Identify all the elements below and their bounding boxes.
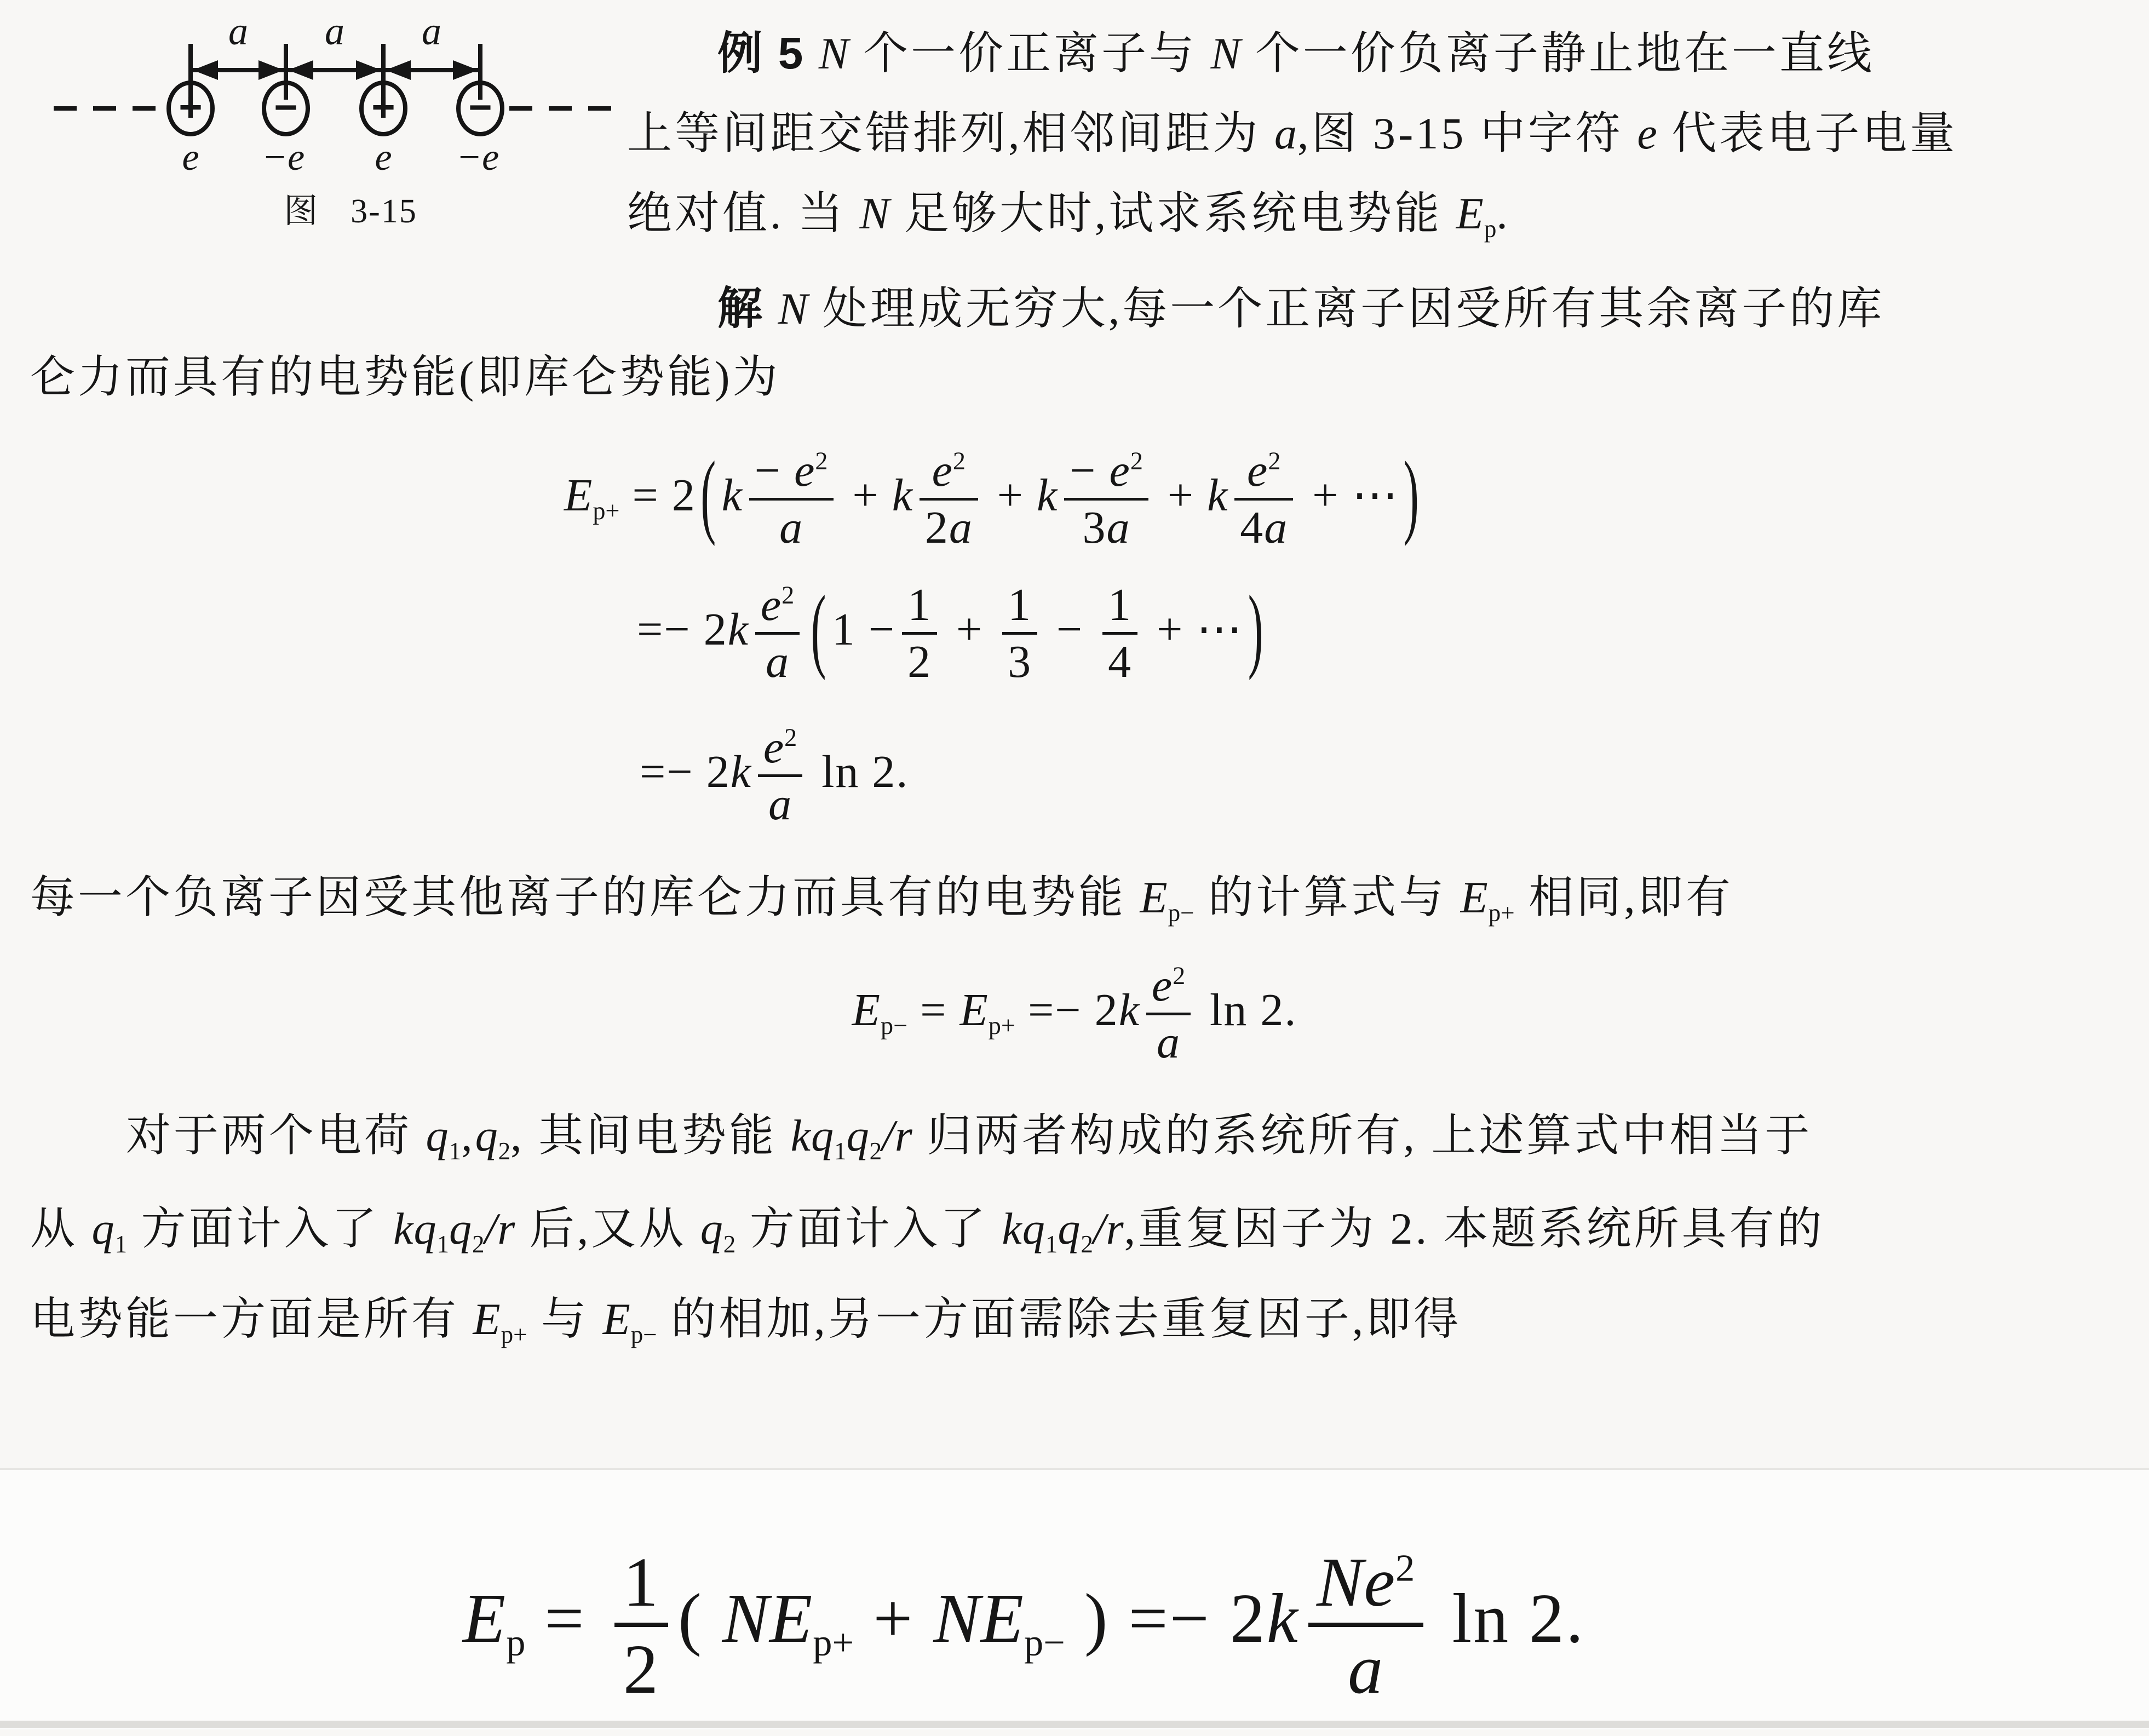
text-run: ln 2. [1433, 1579, 1585, 1657]
math-var: q [475, 1111, 498, 1160]
text-run: , [461, 1111, 475, 1160]
plus-sign: + [371, 84, 395, 130]
math-var: k [721, 470, 743, 521]
big-paren: ) [1403, 442, 1420, 548]
fraction [614, 1544, 668, 1707]
subscript: 1 [449, 1137, 462, 1165]
subscript: p− [1024, 1621, 1065, 1664]
text-run: 4 [1108, 636, 1133, 688]
math-var: N [818, 28, 849, 78]
subscript: p+ [813, 1621, 854, 1664]
math-var: E [463, 1579, 507, 1657]
figure-caption-number: 3-15 [350, 193, 417, 230]
figure-3-15 [49, 9, 652, 249]
math-var: e [763, 722, 785, 773]
math-var: a [1348, 1630, 1384, 1709]
text-run: 1 − [831, 604, 896, 655]
math-var: a [1157, 1017, 1180, 1068]
math-var: kq [1002, 1204, 1045, 1254]
text-run [805, 28, 819, 78]
math-var: k [1118, 985, 1140, 1036]
text-run: + [840, 470, 892, 521]
math-var: E [473, 1294, 501, 1344]
figure-caption [49, 194, 652, 228]
numerator [758, 723, 803, 774]
subscript: p [506, 1621, 526, 1664]
text-run: ,图 3-15 中字符 [1297, 108, 1637, 158]
numerator [749, 446, 834, 498]
math-var: e [794, 445, 815, 497]
fraction [1146, 961, 1191, 1068]
fraction [1102, 580, 1137, 687]
spacing-label-a-3: a [422, 9, 441, 53]
body-paragraph-2 [30, 868, 1733, 929]
text-run: 个一价负离子静止地在一直线 [1241, 28, 1875, 78]
text-run: = [525, 1579, 605, 1657]
bold-run: 例 5 [717, 28, 805, 78]
body-paragraph-4 [30, 1199, 1825, 1261]
charge-label: e [182, 136, 199, 179]
minus-sign: − [274, 84, 298, 130]
math-var: k [1207, 470, 1228, 521]
subscript: 2 [472, 1230, 485, 1258]
math-var: e [760, 579, 782, 631]
fraction [758, 723, 803, 830]
subscript: 2 [1081, 1230, 1093, 1258]
denominator [755, 632, 800, 687]
superscript: 2 [952, 447, 966, 475]
denominator [614, 1623, 668, 1707]
text-run: 对于两个电荷 [126, 1111, 426, 1160]
big-paren: ( [811, 577, 828, 682]
math-var: Ne [1316, 1543, 1396, 1621]
math-var: e [1151, 960, 1173, 1011]
text-run: 电势能一方面是所有 [30, 1294, 473, 1344]
formula-ep-plus-ln2 [640, 717, 909, 830]
text-run: 的相加,另一方面需除去重复因子,即得 [657, 1294, 1462, 1344]
text-run: 3 [1008, 636, 1032, 688]
subscript: p+ [988, 1011, 1015, 1040]
text-run: − [754, 445, 795, 497]
text-run: 足够大时,试求系统电势能 [890, 188, 1456, 238]
text-run: 与 [527, 1294, 603, 1344]
math-var: q [449, 1204, 473, 1254]
spacing-label-a-1: a [228, 9, 248, 53]
positive-ion-icon [359, 81, 407, 136]
plus-sign: + [179, 84, 203, 130]
math-var: E [564, 470, 593, 521]
text-run: =− 2 [640, 746, 731, 797]
superscript: 2 [1173, 962, 1186, 990]
superscript: 2 [784, 723, 797, 752]
text-run: 代表电子电量 [1657, 108, 1958, 158]
subscript: p+ [1488, 899, 1515, 927]
math-var: a [1264, 502, 1288, 554]
dashed-line-left [54, 106, 166, 111]
math-var: /r [484, 1204, 516, 1254]
text-run: = 2 [619, 470, 696, 521]
fraction [920, 446, 978, 553]
solution-line-1 [627, 269, 2144, 349]
math-var: N [778, 283, 809, 334]
denominator [1146, 1013, 1191, 1068]
subscript: 2 [723, 1230, 736, 1258]
text-run: + ⋯ [1144, 604, 1244, 655]
text-run: 从 [30, 1204, 92, 1254]
formula-ep-plus-alternating-sum [637, 575, 1269, 687]
denominator [920, 498, 978, 553]
math-var: e [932, 445, 953, 497]
text-run: 方面计入了 [736, 1204, 1002, 1254]
text-run: = [907, 985, 960, 1036]
numerator [1102, 580, 1137, 632]
text-run: + [943, 604, 996, 655]
big-paren: ) [1248, 577, 1265, 682]
denominator [902, 632, 937, 687]
math-var: N [1210, 28, 1242, 78]
superscript: 2 [782, 581, 795, 610]
math-var: a [1106, 502, 1130, 554]
text-run: − [1070, 445, 1110, 497]
math-var: q [91, 1204, 115, 1254]
text-run: 1 [907, 579, 932, 631]
subscript: 1 [1045, 1230, 1058, 1258]
math-var: NE [722, 1579, 813, 1657]
denominator [1002, 632, 1037, 687]
math-var: E [1140, 872, 1168, 922]
text-run: ,重复因子为 2. 本题系统所具有的 [1124, 1204, 1825, 1254]
problem-line-1 [627, 14, 2144, 94]
numerator [1064, 446, 1148, 498]
text-run: 2 [924, 502, 949, 554]
text-run: 绝对值. 当 [627, 188, 860, 238]
subscript: p− [880, 1011, 908, 1040]
text-run: 方面计入了 [127, 1204, 394, 1254]
math-var: q [700, 1204, 723, 1254]
text-run: + ⋯ [1300, 470, 1399, 521]
text-run: 的计算式与 [1194, 872, 1461, 922]
fraction [1308, 1544, 1423, 1707]
numerator [920, 446, 978, 498]
math-var: k [892, 470, 913, 521]
text-run: 1 [623, 1543, 660, 1621]
math-var: q [426, 1111, 449, 1160]
math-var: E [602, 1294, 631, 1344]
numerator [1146, 961, 1191, 1013]
subscript: p− [1168, 899, 1194, 927]
math-var: E [1456, 188, 1484, 238]
math-var: NE [933, 1579, 1024, 1657]
text-run: =− 2 [637, 604, 728, 655]
subscript: p− [630, 1320, 657, 1348]
fraction [1064, 446, 1148, 553]
math-var: k [1037, 470, 1058, 521]
text-run: 处理成无穷大,每一个正离子因受所有其余离子的库 [808, 283, 1885, 334]
numerator [755, 580, 800, 632]
text-run: 2 [623, 1630, 660, 1709]
text-run: − [1043, 604, 1096, 655]
fraction [755, 580, 800, 687]
superscript: 2 [1130, 447, 1143, 475]
dashed-line-right [509, 106, 616, 111]
text-run: 3 [1082, 502, 1107, 554]
formula-total-potential-energy [463, 1525, 1585, 1736]
text-run: + [854, 1579, 934, 1657]
text-run: 相同,即有 [1514, 872, 1733, 922]
text-run: 仑力而具有的电势能(即库仑势能)为 [30, 352, 780, 402]
text-run: 1 [1108, 579, 1133, 631]
math-var: k [730, 746, 752, 797]
text-run: 后,又从 [515, 1204, 700, 1254]
text-run: ln 2. [1197, 985, 1297, 1036]
dimension-lines-icon [49, 44, 652, 104]
denominator [1064, 498, 1148, 553]
subscript: 1 [114, 1230, 128, 1258]
numerator [1002, 580, 1037, 632]
math-var: e [1109, 445, 1130, 497]
math-var: e [1247, 445, 1268, 497]
body-paragraph-3 [30, 1106, 1812, 1168]
math-var: E [1460, 872, 1489, 922]
subscript: 2 [498, 1137, 511, 1165]
superscript: 2 [1395, 1547, 1415, 1590]
fraction [902, 580, 937, 687]
text-run: 4 [1240, 502, 1265, 554]
charge-label: e [375, 136, 392, 179]
minus-sign: − [468, 84, 492, 130]
superscript: 2 [815, 447, 828, 475]
math-var: k [727, 604, 749, 655]
text-run: ) =− 2 [1065, 1579, 1267, 1657]
math-var: q [846, 1111, 870, 1160]
positive-ion-icon [166, 81, 215, 136]
text-run: ln 2. [809, 746, 909, 797]
problem-statement [627, 14, 2144, 349]
fraction [1002, 580, 1037, 687]
subscript: p+ [593, 497, 620, 525]
subscript: 1 [834, 1137, 847, 1165]
math-var: N [859, 188, 890, 238]
math-var: a [768, 779, 792, 830]
big-paren: ( [700, 442, 717, 548]
numerator [614, 1544, 668, 1623]
math-var: a [779, 502, 803, 554]
body-paragraph-5 [30, 1290, 1461, 1351]
math-var: kq [790, 1111, 835, 1160]
text-run: 1 [1008, 579, 1032, 631]
math-var: a [766, 636, 790, 688]
charge-label: −e [261, 136, 305, 179]
text-run: + [1154, 470, 1208, 521]
math-var: E [852, 985, 881, 1036]
text-run: =− 2 [1015, 985, 1119, 1036]
numerator [1234, 446, 1293, 498]
text-run: . [1496, 188, 1510, 238]
text-run: 上等间距交错排列,相邻间距为 [627, 108, 1275, 158]
denominator [758, 774, 803, 830]
charge-label: −e [456, 136, 499, 179]
numerator [1308, 1544, 1423, 1623]
text-run: + [984, 470, 1037, 521]
math-var: kq [393, 1204, 437, 1254]
formula-ep-plus-series [564, 441, 1424, 566]
subscript: 1 [436, 1230, 450, 1258]
text-run: 归两者构成的系统所有, 上述算式中相当于 [912, 1111, 1813, 1160]
body-paragraph-1 [30, 348, 780, 407]
text-run [764, 284, 778, 334]
subscript: p [1484, 215, 1497, 243]
text-run: , 其间电势能 [510, 1111, 791, 1160]
page-bottom-edge [0, 1721, 2149, 1728]
math-var: /r [882, 1111, 913, 1160]
math-var: a [1274, 108, 1298, 158]
math-var: /r [1093, 1204, 1124, 1254]
math-var: a [949, 502, 973, 554]
text-run: 每一个负离子因受其他离子的库仑力而具有的电势能 [30, 872, 1140, 922]
math-var: q [1058, 1204, 1081, 1254]
formula-ep-minus-equals [0, 956, 2149, 1080]
superscript: 2 [1268, 447, 1281, 475]
denominator [1102, 632, 1137, 687]
math-var: E [959, 985, 989, 1036]
math-var: k [1266, 1579, 1298, 1657]
problem-line-3 [627, 174, 2144, 269]
bold-run: 解 [717, 283, 765, 334]
text-run: 2 [907, 636, 932, 688]
denominator [1308, 1623, 1423, 1707]
subscript: p+ [501, 1320, 527, 1348]
negative-ion-icon [262, 81, 310, 136]
figure-caption-prefix: 图 [284, 193, 319, 230]
negative-ion-icon [456, 81, 504, 136]
text-run: ( [678, 1579, 722, 1657]
math-var: e [1637, 108, 1658, 158]
spacing-label-a-2: a [325, 9, 344, 53]
problem-line-2 [627, 94, 2144, 174]
text-run: 个一价正离子与 [849, 28, 1211, 78]
subscript: 2 [869, 1137, 882, 1165]
numerator [902, 580, 937, 632]
